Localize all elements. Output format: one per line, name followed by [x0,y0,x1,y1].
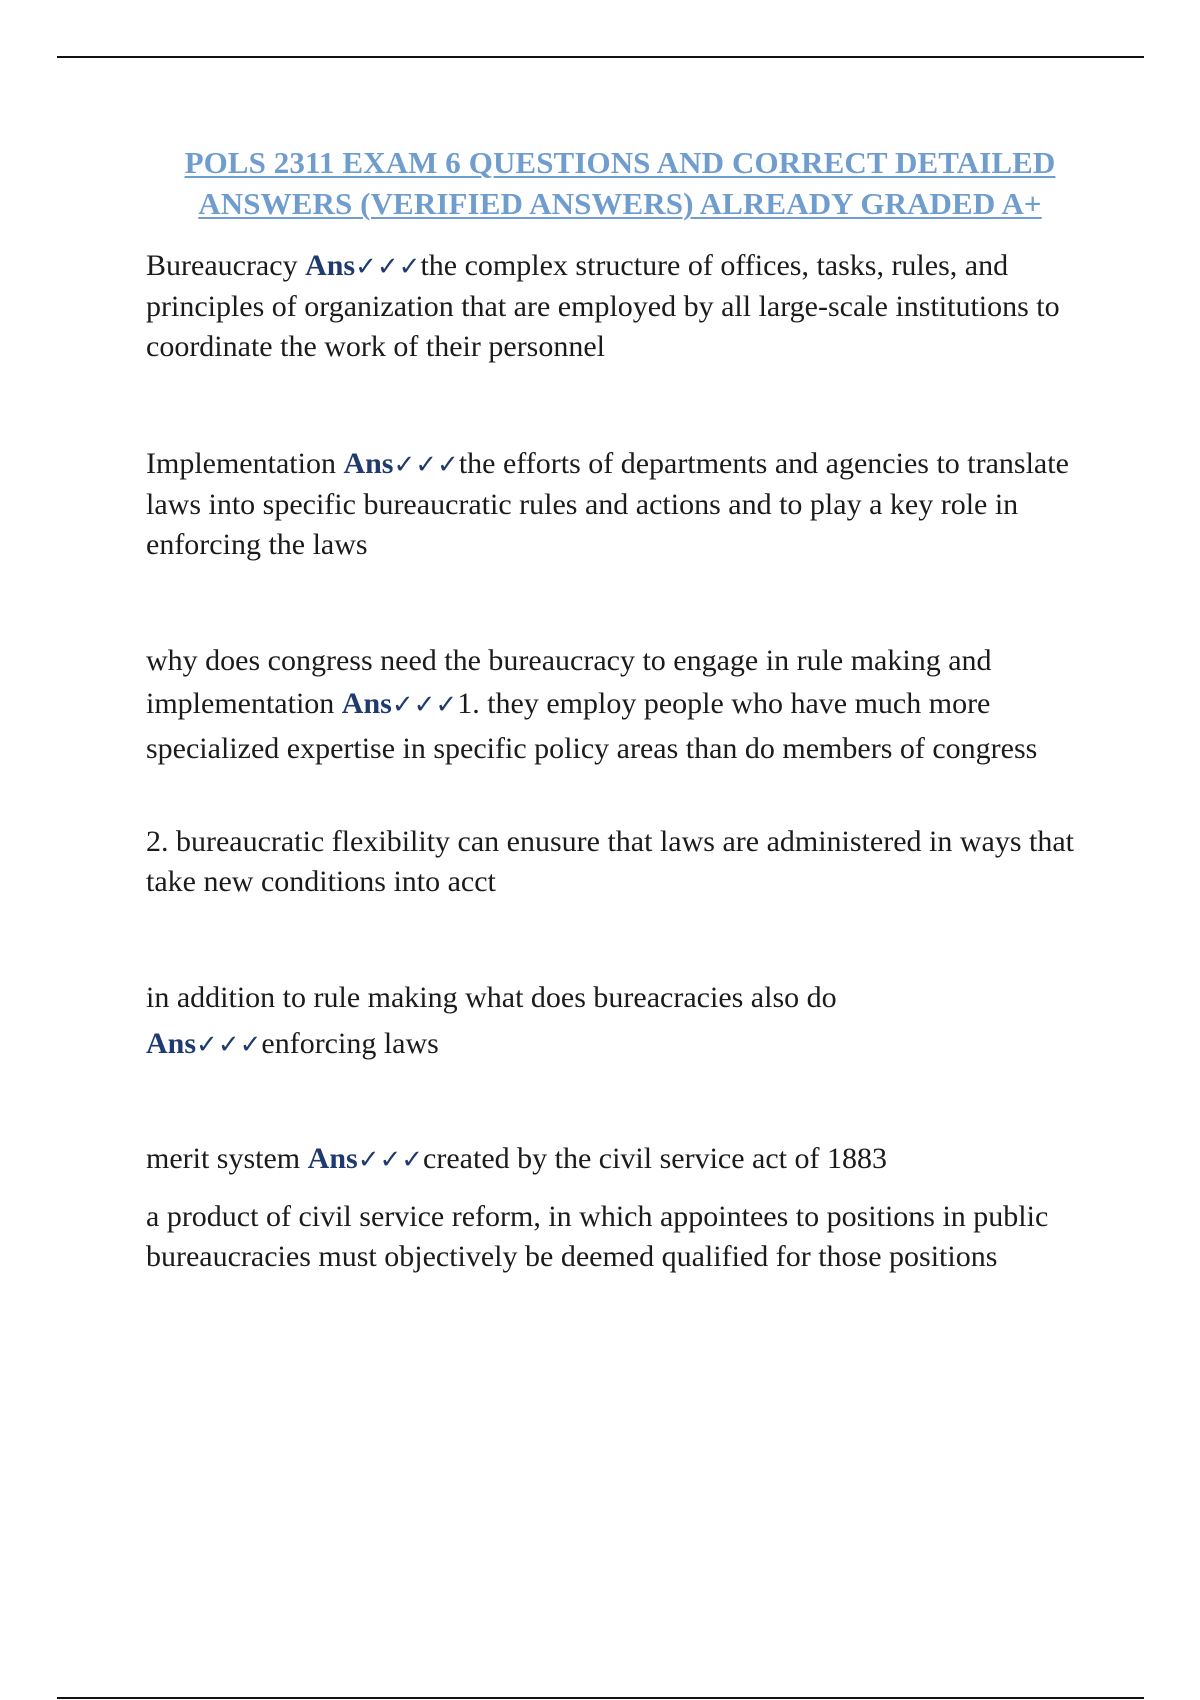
entry-definition: created by the civil service act of 1883 [423,1142,888,1175]
entry-merit-system-continued [146,1197,1091,1277]
entry-definition: 1. they employ people who have much more specialized expertise in specific policy areas than do members of congress [146,687,1038,765]
check-marks-icon: ✓✓✓ [196,1030,262,1060]
entry-bureaucracy [146,246,1091,367]
answer-marker: Ans [341,687,392,720]
document-title [130,142,1110,224]
title-line-2: ANSWERS (VERIFIED ANSWERS) ALREADY GRADED A+ [198,186,1042,221]
entry-merit-system [146,1139,1091,1180]
top-rule [57,56,1144,58]
title-line-1: POLS 2311 EXAM 6 QUESTIONS AND CORRECT DETAILED [184,145,1056,180]
answer-marker: Ans [146,1027,197,1060]
entry-definition: enforcing laws [261,1027,439,1060]
entry-term: merit system [146,1142,308,1175]
entry-term: Bureaucracy [146,249,306,282]
entry-term: in addition to rule making what does bureacracies also do [146,981,837,1014]
bottom-rule [57,1697,1144,1699]
entry-definition: the efforts of departments and agencies to translate laws into specific bureaucratic rules and actions and to play a key role in enforcing the laws [146,447,1069,561]
entry-extra: 2. bureaucratic flexibility can enusure that laws are administered in ways that take new conditions into acct [146,825,1074,898]
check-marks-icon: ✓✓✓ [391,690,458,720]
check-marks-icon: ✓✓✓ [393,450,459,480]
entry-rule-making [146,975,1091,1068]
entry-term: why does congress need the bureaucracy to engage in rule making and implementation [146,644,992,720]
entry-definition: the complex structure of offices, tasks, rules, and principles of organization that are employed by all large-scale institutions to coordinate the work of their personnel [146,249,1060,363]
entry-implementation [146,444,1091,565]
entry-term: Implementation [146,447,344,480]
check-marks-icon: ✓✓✓ [355,252,421,282]
entry-congress-need-continued [146,822,1091,902]
check-marks-icon: ✓✓✓ [357,1145,424,1175]
entry-congress-need [146,639,1091,770]
answer-marker: Ans [307,1142,358,1175]
entry-extra: a product of civil service reform, in which appointees to positions in public bureaucracies must objectively be deemed qualified for those positions [146,1200,1049,1273]
answer-marker: Ans [305,249,356,282]
answer-marker: Ans [343,447,394,480]
